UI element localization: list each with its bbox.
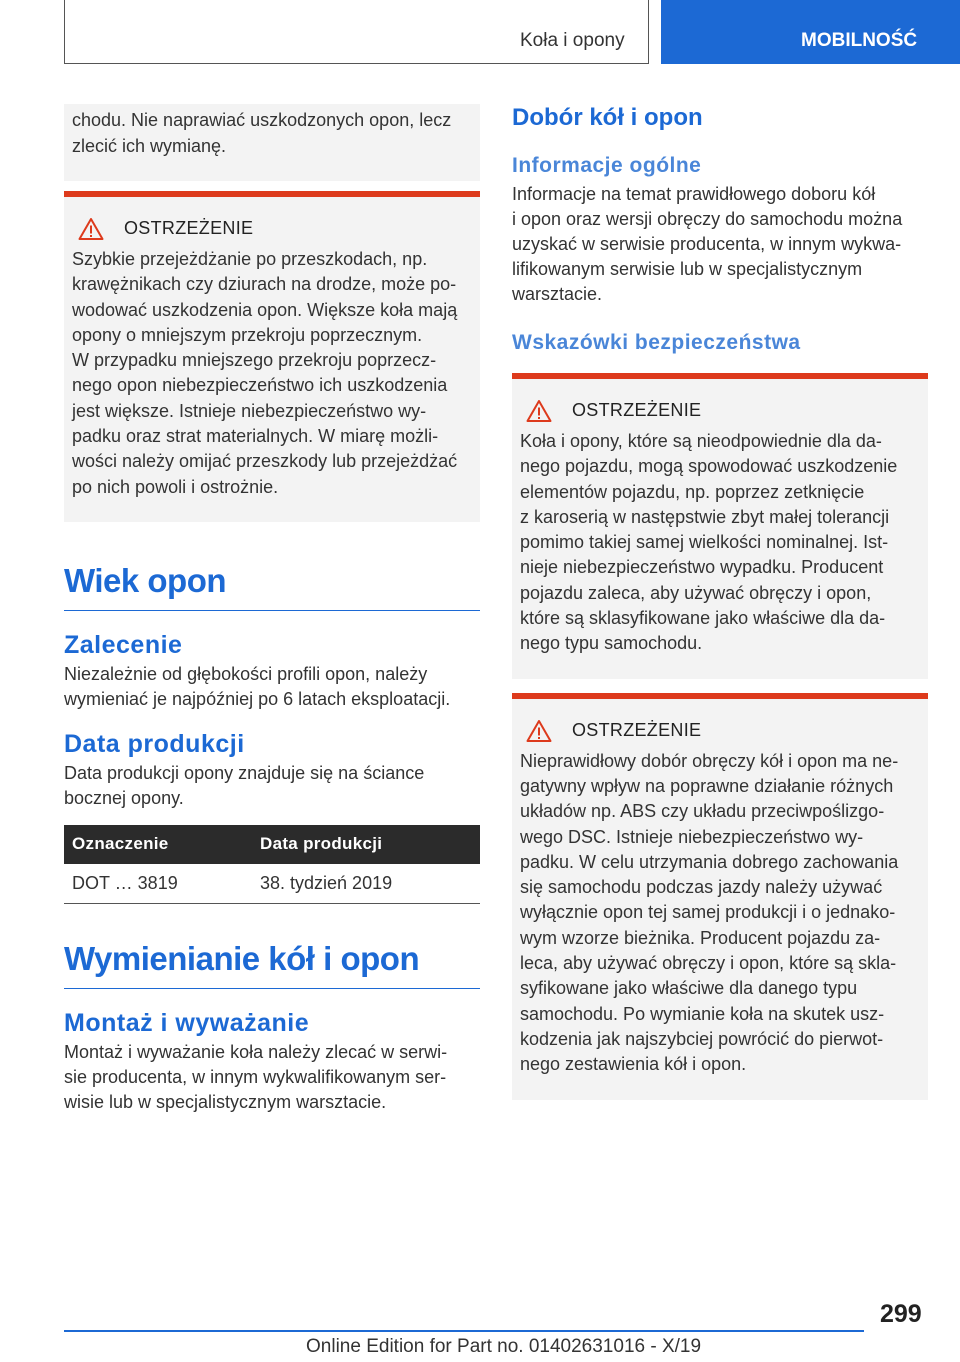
table-cell: DOT … 3819 (64, 864, 252, 904)
text-line: Data produkcji opony znajduje się na ściance (64, 762, 425, 783)
general-info-text (512, 182, 928, 307)
table-row (64, 864, 480, 904)
text-line: sie producenta, w innym wykwalifikowanym ser‐ (64, 1067, 447, 1088)
warning-line: układów np. ABS czy układu przeciwpoślizgo‐ (520, 801, 885, 822)
warning-line: opony o mniejszym przekroju poprzecznym. (72, 324, 423, 345)
warning-line: nego pojazdu, mogą spowodować uszkodzenie (520, 456, 898, 477)
warning-line: W przypadku mniejszego przekroju poprzecz‐ (72, 350, 437, 371)
warning-line: leca, aby używać obręczy i opon, które są skla‐ (520, 953, 897, 974)
text-line: Niezależnie od głębokości profili opon, należy (64, 663, 428, 684)
warning-line: się samochodu podczas jazdy należy używać (520, 877, 883, 898)
continuation-box (64, 104, 480, 181)
warning-line: wyłącznie opon tej samej produkcji i o jednako‐ (520, 902, 896, 923)
production-text (64, 761, 480, 811)
left-column (64, 104, 480, 1115)
warning-title: OSTRZEŻENIE (124, 218, 254, 239)
table-header-cell: Data produkcji (252, 825, 480, 864)
warning-triangle-icon (526, 399, 552, 423)
text-line: wisie lub w specjalistycznym warsztacie. (64, 1092, 387, 1113)
text-line: wymieniać je najpóźniej po 6 latach eksploatacji. (64, 688, 451, 709)
section-heading-tire-age: Wiek opon (64, 562, 480, 611)
warning-line: wości należy omijać przeszkody lub przejeżdżać (72, 451, 458, 472)
warning-line: po nich powoli i ostrożnie. (72, 476, 279, 497)
subheading-production-date: Data produkcji (64, 729, 245, 758)
warning-title: OSTRZEŻENIE (572, 720, 702, 741)
subheading-recommendation: Zalecenie (64, 630, 183, 659)
table-cell: 38. tydzień 2019 (252, 864, 480, 904)
section-heading-replacing: Wymienianie kół i opon (64, 940, 480, 989)
warning-box (64, 191, 480, 522)
text-line: Informacje na temat prawidłowego doboru kół (512, 184, 876, 204)
warning-line: Szybkie przejeżdżanie po przeszkodach, np. (72, 249, 428, 269)
footer-edition: Online Edition for Part no. 01402631016 - X/19 (306, 1336, 702, 1357)
warning-line: krawężnikach czy dziurach na drodze, może po‐ (72, 274, 457, 295)
footer-divider (64, 1330, 864, 1332)
header-chapter-label: MOBILNOŚĆ (801, 30, 918, 51)
warning-line: pojazdu zaleca, aby używać obręczy i opon, (520, 582, 872, 603)
warning-line: wodować uszkodzenia opon. Większe koła mają (72, 299, 458, 320)
warning-line: Nieprawidłowy dobór obręczy kół i opon ma ne‐ (520, 750, 899, 771)
subheading-general-info: Informacje ogólne (512, 154, 702, 177)
warning-line: jest większe. Istnieje niebezpieczeństwo wy‐ (72, 400, 427, 421)
table-header-row (64, 825, 480, 864)
right-column (512, 104, 928, 1100)
warning-title: OSTRZEŻENIE (572, 400, 702, 421)
header-section-title: Koła i opony (520, 30, 625, 51)
production-date-table (64, 825, 480, 905)
warning-line: Koła i opony, które są nieodpowiednie dla da‐ (520, 431, 882, 451)
text-line: warsztacie. (512, 284, 603, 304)
warning-line: padku. W celu utrzymania dobrego zachowania (520, 851, 899, 872)
warning-line: elementów pojazdu, np. poprzez zetknięcie (520, 481, 865, 502)
text-line: lifikowanym serwisie lub w specjalistycznym (512, 259, 863, 279)
recommendation-text (64, 662, 480, 712)
continuation-line: chodu. Nie naprawiać uszkodzonych opon, lecz (72, 110, 452, 130)
continuation-line: zlecić ich wymianę. (72, 136, 227, 156)
warning-line: wego DSC. Istnieje niebezpieczeństwo wy‐ (520, 826, 864, 847)
header-chapter-tab (661, 0, 960, 64)
text-line: Montaż i wyważanie koła należy zlecać w serwi‐ (64, 1042, 448, 1063)
subheading-safety-tips: Wskazówki bezpieczeństwa (512, 331, 801, 354)
warning-box (512, 693, 928, 1100)
warning-line: syfikowane jako właściwe dla danego typu (520, 978, 858, 999)
subheading-mounting: Montaż i wyważanie (64, 1009, 310, 1038)
text-line: i opon oraz wersji obręczy do samochodu można (512, 209, 903, 229)
warning-line: samochodu. Po wymianie koła na skutek usz‐ (520, 1003, 885, 1024)
warning-triangle-icon (526, 719, 552, 743)
warning-line: które są sklasyfikowane jako właściwe dla da‐ (520, 608, 886, 629)
warning-line: pomimo takiej samej wielkości nominalnej. Ist‐ (520, 532, 889, 553)
warning-triangle-icon (78, 217, 104, 241)
mounting-text (64, 1040, 480, 1115)
page-number: 299 (880, 1300, 922, 1328)
table-header-cell: Oznaczenie (64, 825, 252, 864)
warning-line: padku oraz strat materialnych. W miarę możli‐ (72, 426, 439, 447)
warning-line: nieje niebezpieczeństwo wypadku. Producent (520, 557, 884, 578)
text-line: uzyskać w serwisie producenta, w innym wykwa‐ (512, 234, 902, 254)
warning-line: nego typu samochodu. (520, 633, 703, 654)
warning-line: wym wzorze bieżnika. Producent pojazdu za‐ (520, 927, 881, 948)
section-heading-selection: Dobór kół i opon (512, 104, 703, 131)
text-line: bocznej opony. (64, 787, 184, 808)
warning-box (512, 373, 928, 679)
warning-line: nego zestawienia kół i opon. (520, 1054, 747, 1075)
warning-line: kodzenia jak najszybciej powrócić do pierwot‐ (520, 1028, 884, 1049)
warning-line: z karoserią w następstwie zbyt małej tolerancji (520, 506, 890, 527)
warning-line: nego opon niebezpieczeństwo ich uszkodzenia (72, 375, 448, 396)
warning-line: gatywny wpływ na poprawne działanie różnych (520, 775, 894, 796)
